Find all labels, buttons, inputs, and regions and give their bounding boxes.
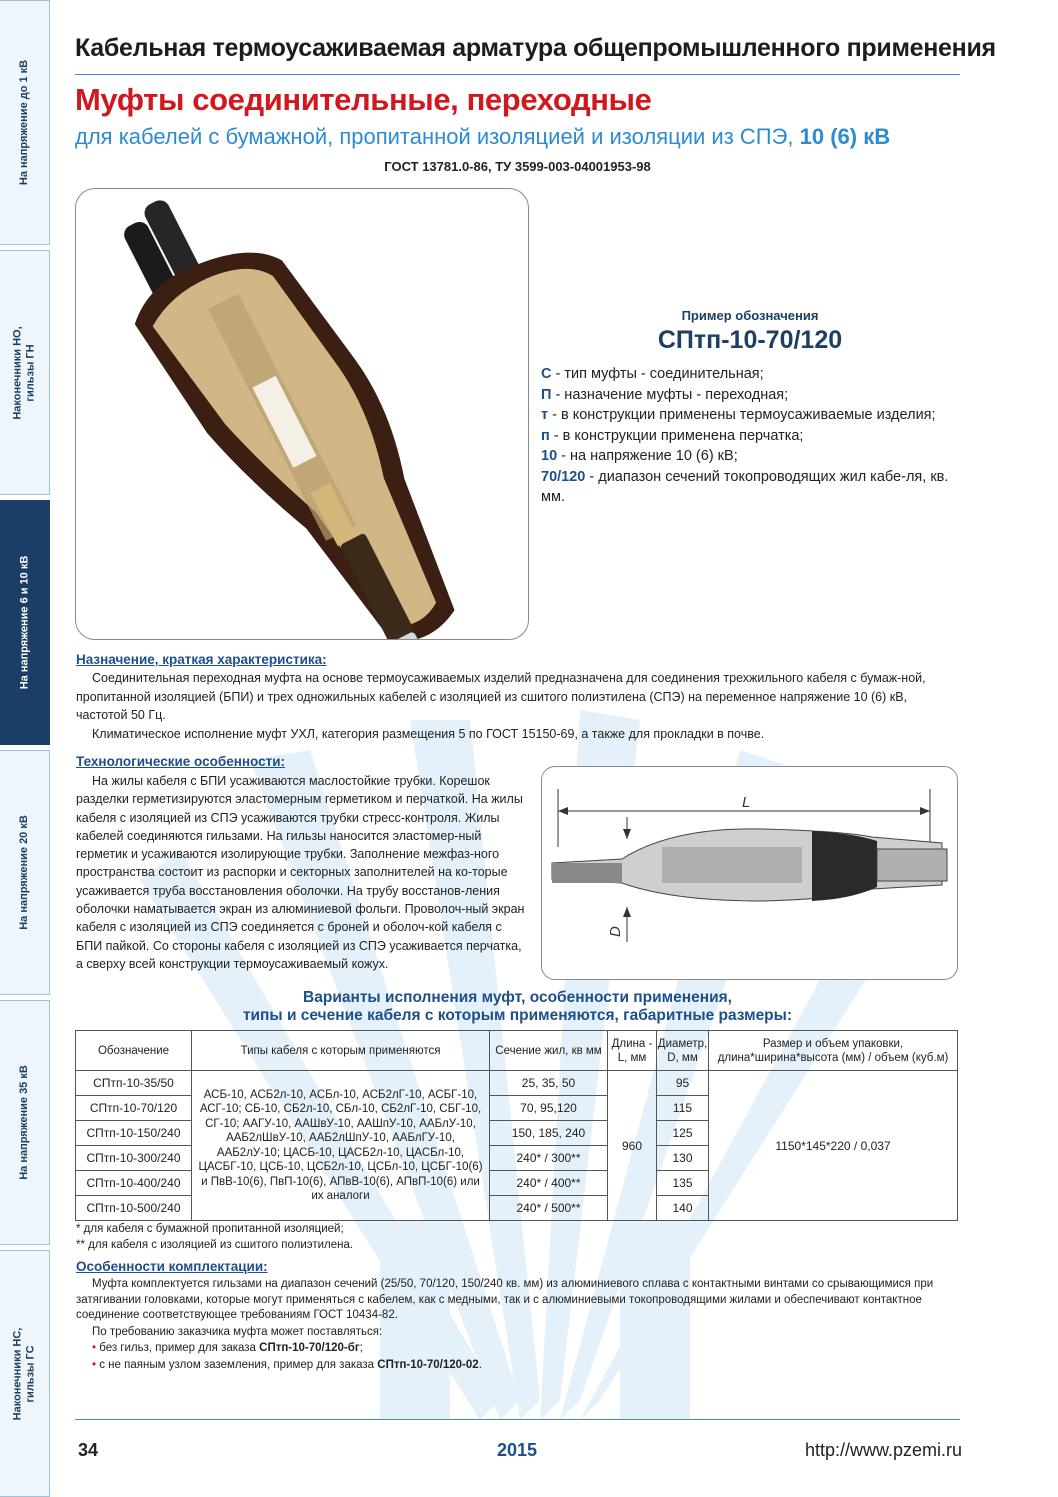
legend-key: С <box>541 366 552 382</box>
cell-diameter: 130 <box>657 1146 709 1171</box>
legend-item <box>541 446 951 467</box>
table-header-row <box>76 1031 958 1071</box>
legend-key: П <box>541 386 552 403</box>
purpose-heading: Назначение, краткая характеристика: <box>76 652 327 667</box>
side-tab-6-10kv[interactable] <box>0 500 50 745</box>
footnote-spe: ** для кабеля с изоляцией из сшитого полиэтилена. <box>76 1239 354 1251</box>
page-main-title: Кабельная термоусаживаемая арматура общепромышленного применения <box>75 34 996 62</box>
legend-item <box>541 364 951 385</box>
kit-option-item: • с не паяным узлом заземления, пример для заказа СПтп-10-70/120-02. <box>92 1359 482 1371</box>
footnote-bpi: * для кабеля с бумажной пропитанной изоляцией; <box>76 1223 344 1235</box>
kit-option-code: СПтп-10-70/120-бг <box>259 1342 360 1354</box>
cell-length: 960 <box>608 1071 657 1221</box>
cell-designation: СПтп-10-150/240 <box>76 1121 192 1146</box>
side-tab-1kv[interactable] <box>0 0 50 245</box>
subtitle-voltage: 10 (6) кВ <box>799 124 891 149</box>
legend-item <box>541 405 951 426</box>
side-tab-label: На напряжение 20 кВ <box>18 815 31 930</box>
side-tab-label: На напряжение 35 кВ <box>18 1065 31 1180</box>
cell-diameter: 135 <box>657 1171 709 1196</box>
side-tab-35kv[interactable] <box>0 1000 50 1245</box>
designation-legend <box>541 364 951 508</box>
kit-option-item: • без гильз, пример для заказа СПтп-10-70/120-бг; <box>92 1342 363 1354</box>
header-package: Размер и объем упаковки, длина*ширина*высота (мм) / объем (куб.м) <box>709 1031 958 1071</box>
legend-item <box>541 426 951 447</box>
website-link[interactable]: http://www.pzemi.ru <box>805 1440 963 1460</box>
cell-section: 240* / 400** <box>490 1171 608 1196</box>
cable-joint-illustration <box>76 189 529 640</box>
side-tab-20kv[interactable] <box>0 750 50 995</box>
side-tab-label: Наконечники НС, гильзы ГС <box>11 1327 37 1420</box>
legend-text: - тип муфты - соединительная; <box>551 366 764 382</box>
cell-designation: СПтп-10-35/50 <box>76 1071 192 1096</box>
kit-option-code: СПтп-10-70/120-02 <box>377 1359 479 1371</box>
cell-section: 25, 35, 50 <box>490 1071 608 1096</box>
footer-divider <box>75 1419 960 1420</box>
cell-section: 240* / 300** <box>490 1146 608 1171</box>
table-title-line: Варианты исполнения муфт, особенности применения, <box>303 989 732 1006</box>
legend-text: - назначение муфты - переходная; <box>551 386 789 403</box>
side-tab-lugs-no[interactable] <box>0 250 50 495</box>
section-title: Муфты соединительные, переходные <box>75 82 652 117</box>
bullet-icon: • <box>92 1342 97 1354</box>
subtitle-text: для кабелей с бумажной, пропитанной изоляцией и изоляции из СПЭ, <box>75 124 794 149</box>
legend-item <box>541 467 951 508</box>
kit-option-text: с не паяным узлом заземления, пример для заказа <box>99 1359 378 1371</box>
cell-diameter: 140 <box>657 1196 709 1221</box>
kit-option-text: без гильз, пример для заказа <box>99 1342 260 1354</box>
bullet-icon: • <box>92 1359 97 1371</box>
table-title-line: типы и сечение кабеля с которым применяются, габаритные размеры: <box>242 1007 793 1024</box>
legend-item <box>541 385 951 406</box>
legend-text: - диапазон сечений токопроводящих жил кабе-ля, кв. мм. <box>541 468 949 505</box>
cell-designation: СПтп-10-70/120 <box>76 1096 192 1121</box>
cell-diameter: 115 <box>657 1096 709 1121</box>
header-cable-types: Типы кабеля с которым применяются <box>192 1031 490 1071</box>
side-tab-lugs-ns[interactable] <box>0 1250 50 1497</box>
cell-designation: СПтп-10-500/240 <box>76 1196 192 1221</box>
page-number: 34 <box>78 1440 99 1460</box>
cell-designation: СПтп-10-400/240 <box>76 1171 192 1196</box>
cell-section: 240* / 500** <box>490 1196 608 1221</box>
diameter-label: D <box>607 926 624 937</box>
header-diameter: Диаметр, D, мм <box>657 1031 709 1071</box>
tech-paragraph: На жилы кабеля с БПИ усаживаются маслостойкие трубки. Корешок разделки герметизируются эластомерным герметиком и перчаткой. На жилы кабеля с изоляцией из СПЭ усаживаются трубки стресс-контроля. Жилы кабелей соединяются гильзами. На гильзы наносится эластомер-ный герметик и усаживаются изолирующие трубки. Заполнение межфаз-ного пространства состоит из распорки и секторных заполнителей на ко-торые усаживается труба восстановления оболочки. На трубу восстанов-ления оболочки наматывается экран из алюминиевой фольги. Проволоч-ный экран кабеля с изоляцией из СПЭ соединяется с броней и оболоч-кой кабеля с БПИ пайкой. Со стороны кабеля с изоляцией из СПЭ усаживается перчатка, а сверху всей конструкции термоусаживаемый кожух. <box>76 774 525 971</box>
legend-key: 70/120 <box>541 468 586 485</box>
cell-section: 150, 185, 240 <box>490 1121 608 1146</box>
kit-paragraph: Муфта комплектуется гильзами на диапазон сечений (25/50, 70/120, 150/240 кв. мм) из алюминиевого сплава с контактными винтами со срывающимися при затягивании головками, которые могут применяться с кабелем, как с медными, так и с алюминиевыми токопроводящими жилами и обеспечивают контактное соединение соответствующее требованиям ГОСТ 10434-82. <box>76 1278 934 1321</box>
header-section: Сечение жил, кв мм <box>490 1031 608 1071</box>
example-label: Пример обозначения <box>681 308 819 323</box>
cell-diameter: 95 <box>657 1071 709 1096</box>
cell-package: 1150*145*220 / 0,037 <box>709 1071 958 1221</box>
cell-cable-types: АСБ-10, АСБ2л-10, АСБл-10, АСБ2лГ-10, АСБГ-10, АСГ-10; СБ-10, СБ2л-10, СБл-10, СБ2лГ-10, СБГ-10, СГ-10; ААГУ-10, ААШвУ-10, ААШпУ-10, ААБлУ-10, ААБ2лШвУ-10, ААБ2лШпУ-10, ААБлГУ-10, ААБ2лУ-10; ЦАСБ-10, ЦАСБ2л-10, ЦАСБл-10, ЦАСБГ-10, ЦСБ-10, ЦСБ2л-10, ЦСБл-10, ЦСБГ-10(6) и ПвВ-10(6), ПвП-10(6), АПвВ-10(6), АПвП-10(6) или их аналоги <box>192 1071 490 1221</box>
tech-heading: Технологические особенности: <box>76 754 285 769</box>
title-divider <box>75 74 960 75</box>
side-tab-label: Наконечники НО, гильзы ГН <box>11 325 37 420</box>
legend-text: - в конструкции применена перчатка; <box>549 427 804 444</box>
example-code: СПтп-10-70/120 <box>657 326 843 354</box>
header-length: Длина - L, мм <box>608 1031 657 1071</box>
kit-options-intro: По требованию заказчика муфта может поставляться: <box>92 1326 383 1338</box>
legend-key: т <box>541 407 549 423</box>
side-tab-label: На напряжение до 1 кВ <box>18 59 30 186</box>
purpose-paragraph: Соединительная переходная муфта на основе термоусаживаемых изделий предназначена для соединения трехжильного кабеля с бумаж-ной, пропитанной изоляцией (БПИ) и трех одножильных кабелей с изоляцией из сшитого полиэтилена (СПЭ) на переменное напряжение 10 (6) кВ, частотой 50 Гц. <box>76 671 926 722</box>
side-tab-label: На напряжение 6 и 10 кВ <box>18 555 31 690</box>
gost-reference: ГОСТ 13781.0-86, ТУ 3599-003-04001953-98 <box>384 159 651 174</box>
legend-text: - в конструкции применены термоусаживаемые изделия; <box>548 407 936 423</box>
legend-text: - на напряжение 10 (6) кВ; <box>557 448 738 464</box>
joint-dimension-drawing <box>542 767 958 980</box>
table-title <box>75 989 960 1025</box>
table-row <box>76 1071 958 1096</box>
catalog-year: 2015 <box>497 1440 538 1460</box>
cell-section: 70, 95,120 <box>490 1096 608 1121</box>
subtitle <box>75 124 890 150</box>
spec-table <box>75 1030 958 1221</box>
cell-diameter: 125 <box>657 1121 709 1146</box>
header-designation: Обозначение <box>76 1031 192 1071</box>
cell-designation: СПтп-10-300/240 <box>76 1146 192 1171</box>
length-label: L <box>742 794 751 811</box>
legend-key: п <box>541 427 550 444</box>
climate-paragraph: Климатическое исполнение муфт УХЛ, категория размещения 5 по ГОСТ 15150-69, а также для прокладки в почве. <box>92 727 765 741</box>
product-photo <box>75 188 529 640</box>
kit-heading: Особенности комплектации: <box>76 1259 268 1274</box>
dimension-diagram <box>541 766 958 980</box>
legend-key: 10 <box>541 448 558 464</box>
